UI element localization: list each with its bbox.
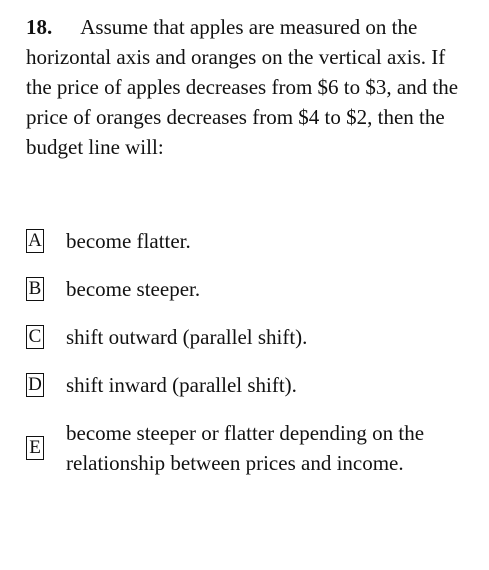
question-text: Assume that apples are measured on the horizontal axis and oranges on the vertical axis. If the price of apples decreases from $6 to $3, and the price of oranges decreases from $4 to $2, then the budget line will: (26, 15, 459, 159)
option-b-letter: B (26, 277, 44, 301)
question-block (26, 12, 466, 162)
option-b-text: become steeper. (66, 277, 201, 301)
option-e[interactable] (26, 418, 466, 478)
question-number: 18. (26, 15, 53, 39)
option-c-text: shift outward (parallel shift). (66, 325, 308, 349)
option-e-text: become steeper or flatter depending on the relationship between prices and income. (66, 421, 425, 475)
option-a-letter: A (26, 229, 44, 253)
option-a-text: become flatter. (66, 229, 191, 253)
option-e-letter: E (26, 436, 44, 460)
option-d-text: shift inward (parallel shift). (66, 373, 297, 397)
option-d[interactable] (26, 370, 466, 400)
option-c-letter: C (26, 325, 44, 349)
option-a[interactable] (26, 226, 466, 256)
option-d-letter: D (26, 373, 44, 397)
option-c[interactable] (26, 322, 466, 352)
answer-options (26, 226, 466, 496)
option-b[interactable] (26, 274, 466, 304)
